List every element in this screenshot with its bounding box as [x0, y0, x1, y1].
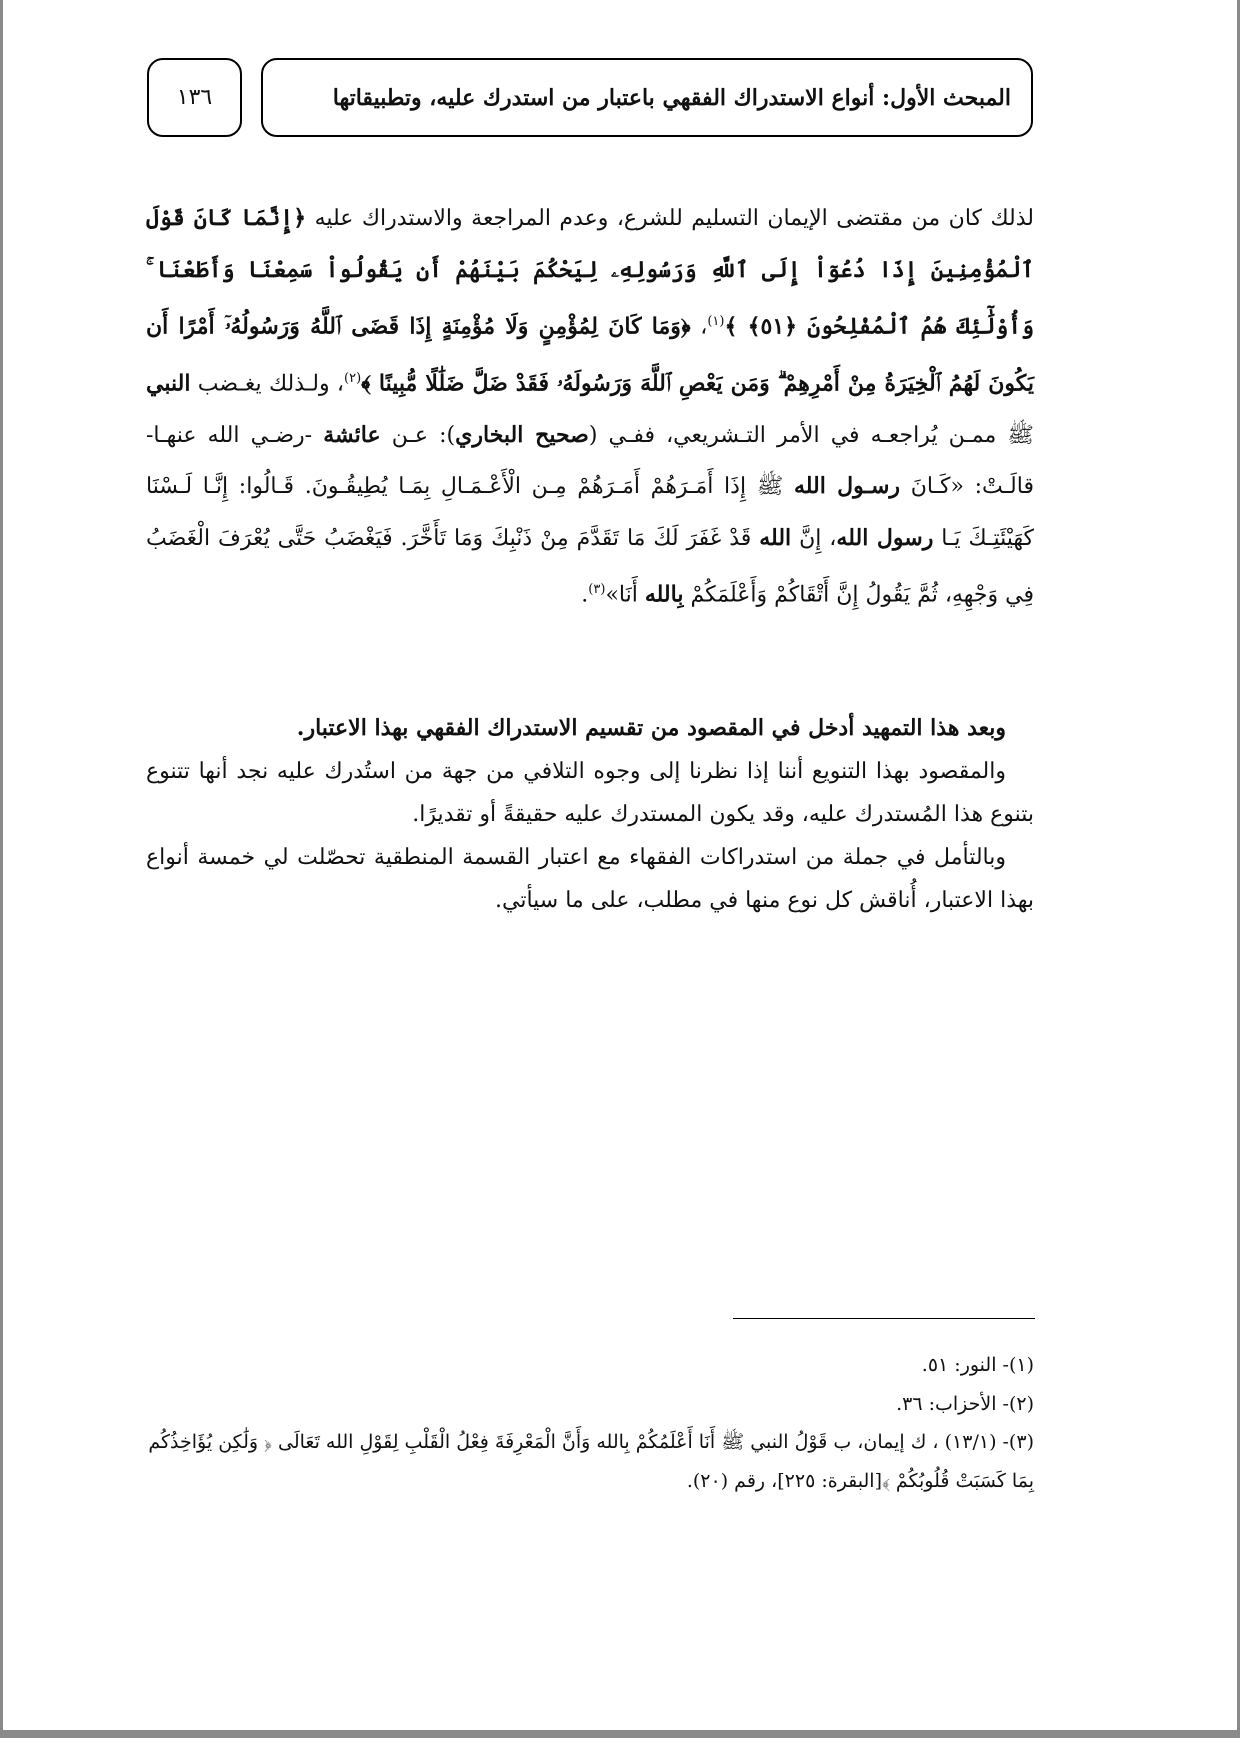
body-text-2: ﷺ ممـن يُراجعـه في الأمر التـشريعي، ففـي ( — [588, 422, 1034, 448]
body-text-1: ، ولـذلك يغـضب — [197, 371, 345, 397]
bold-term: رسول الله — [836, 524, 934, 551]
footnote-1: (١)- النور: ٥١. — [921, 1354, 1034, 1376]
bold-term: الله — [759, 524, 792, 551]
bold-term: رسـول الله — [793, 473, 901, 500]
page-border-bottom — [0, 1730, 1240, 1738]
page-header-title: المبحث الأول: أنواع الاستدراك الفقهي باعتبار من استدرك عليه، وتطبيقاتها — [332, 84, 1011, 111]
footnote-ref-1[interactable]: (١) — [707, 314, 725, 329]
main-paragraph — [146, 193, 1034, 621]
footnote-ref-2[interactable]: (٢) — [344, 370, 362, 386]
header-title-box — [261, 58, 1033, 137]
hadith-text-4: أَنَا» — [605, 582, 638, 608]
bold-term: بِالله — [644, 581, 684, 608]
quran-verse-1: ﴿إِنَّمَا كَانَ قَوْلَ ٱلْمُؤْمِنِينَ إِذَا دُعُوٓاْ إِلَى ٱللَّهِ وَرَسُولِهِۦ لِيَحْكُمَ بَيْنَهُمْ أَن يَقُولُواْ سَمِعْنَا وَأَطَعْنَا ۚ وَأُوْلَٰٓئِكَ هُمُ ٱلْمُفْلِحُونَ ﴿٥١﴾ ﴾ — [146, 205, 1035, 340]
footnote-2: (٢)- الأحزاب: ٣٦. — [896, 1392, 1034, 1415]
paragraph: والمقصود بهذا التنويع أننا إذا نظرنا إلى وجوه التلافي من جهة من استُدرك عليه نجد أنها تتنوع بتنوع هذا المُستدرك عليه، وقد يكون المستدرك عليه حقيقةً أو تقديرًا. — [146, 759, 1034, 827]
footnotes — [146, 1346, 1034, 1500]
hadith-text-3: قَدْ غَفَرَ لَكَ مَا تَقَدَّمَ مِنْ ذَنْبِكَ وَمَا تَأَخَّرَ. فَيَغْضَبُ حَتَّى يُعْرَفَ الْغَضَبُ فِي وَجْهِهِ، ثُمَّ يَقُولُ إِنَّ أَتْقَاكُمْ وَأَعْلَمَكُمْ — [146, 525, 1034, 608]
body-text-4: -رضـي الله عنهـا- قالَـتْ: «كَـانَ — [146, 422, 1034, 500]
section-intro-paragraph: وبعد هذا التمهيد أدخل في المقصود من تقسيم الاستدراك الفقهي بهذا الاعتبار. — [296, 715, 1006, 741]
footnote-3: (٣)- (١٣/١) ، ك إيمان، ب قَوْلُ النبي ﷺ أَنَا أَعْلَمُكُمْ بِالله وَأَنَّ الْمَعْرِفَةَ فِعْلُ الْقَلْبِ لِقَوْلِ الله تَعَالَى ﴿ وَلَٰكِن يُؤَاخِذُكُم بِمَا كَسَبَتْ قُلُوبُكُمْ ﴾[البقرة: ٢٢٥]، رقم (٢٠). — [148, 1431, 1034, 1492]
separator: ، — [700, 314, 708, 340]
section-paragraphs — [146, 707, 1034, 922]
footnote-divider — [733, 1318, 1035, 1319]
period: . — [581, 582, 589, 608]
body-text-3: ): عـن — [391, 422, 456, 448]
hadith-text-2: ، إِنَّ — [799, 525, 837, 551]
page-number-box — [147, 58, 242, 137]
page-number: ١٣٦ — [176, 85, 213, 110]
page-border-left — [0, 0, 3, 1731]
hadith-text-1: ﷺ إِذَا أَمَـرَهُمْ أَمَـرَهُمْ مِـن الْأَعْـمَـالِ بِمَـا يُطِيقُـونَ. قَـالُوا: إِنَّـا لَـسْنَا كَهَيْئَتِـكَ يَـا — [146, 474, 1034, 551]
book-title: صحيح البخاري — [455, 421, 589, 448]
bold-term: النبي — [146, 370, 191, 397]
quran-verse-2: ﴿وَمَا كَانَ لِمُؤْمِنٍ وَلَا مُؤْمِنَةٍ إِذَا قَضَى ٱللَّهُ وَرَسُولُهُۥٓ أَمْرًا أَن يَكُونَ لَهُمُ ٱلْخِيَرَةُ مِنْ أَمْرِهِمْ ۗ وَمَن يَعْصِ ٱللَّهَ وَرَسُولَهُۥ فَقَدْ ضَلَّ ضَلَٰلًا مُّبِينًا ﴾ — [146, 313, 1035, 397]
paragraph: وبالتأمل في جملة من استدراكات الفقهاء مع اعتبار القسمة المنطقية تحصّلت لي خمسة أنواع بهذا الاعتبار، أُناقش كل نوع منها في مطلب، على ما سيأتي. — [146, 845, 1034, 913]
bold-name: عائشة — [323, 421, 381, 448]
intro-text: لذلك كان من مقتضى الإيمان التسليم للشرع، وعدم المراجعة والاستدراك عليه — [314, 206, 1034, 231]
footnote-ref-3[interactable]: (٣) — [588, 582, 606, 598]
